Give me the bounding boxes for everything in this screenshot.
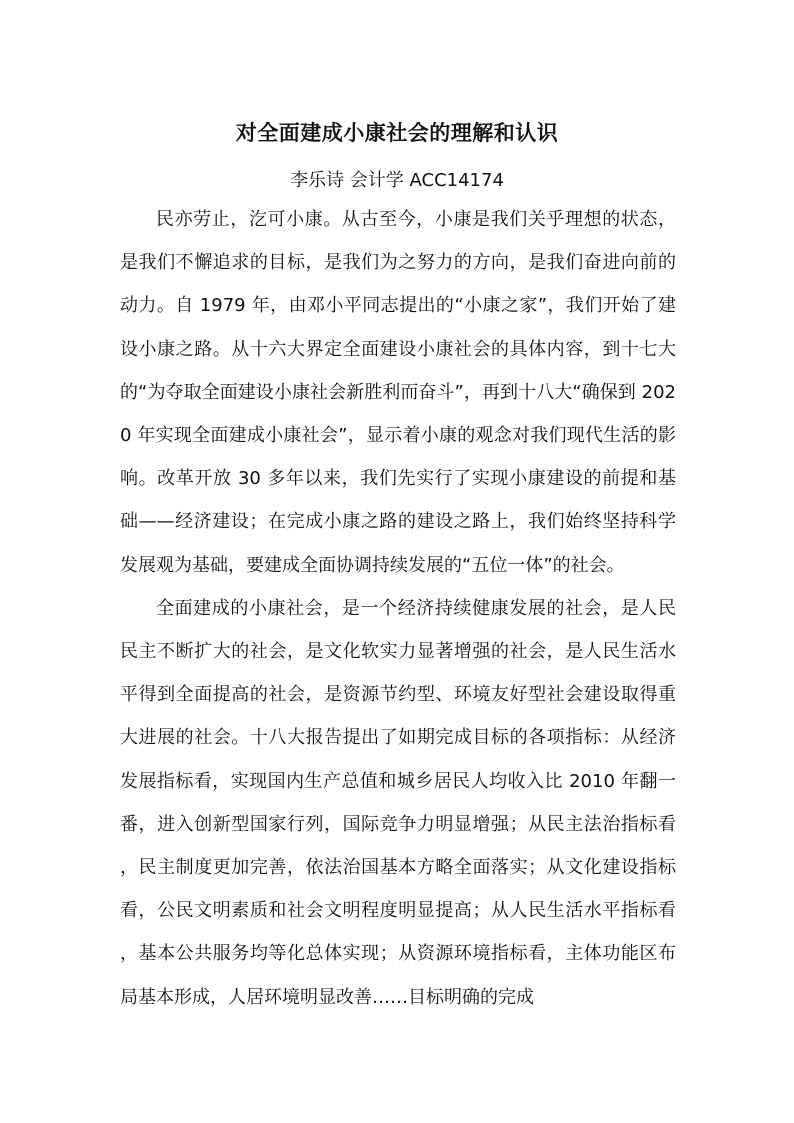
document-title: 对全面建成小康社会的理解和认识 [235, 121, 559, 145]
paragraph-1: 民亦劳止，汔可小康。从古至今，小康是我们关乎理想的状态，是我们不懈追求的目标，是我们为之努力的方向，是我们奋进向前的动力。自 1979 年，由邓小平同志提出的“小康之家”，我们开始了建设小康之路。从十六大界定全面建设小康社会的具体内容，到十七大的“为夺取全面建设小康社会新胜利而奋斗”，再到十八大“确保到 2020 年实现全面建成小康社会”，显示着小康的观念对我们现代生活的影响。改革开放 30 多年以来，我们先实行了实现小康建设的前提和基础——经济建设；在完成小康之路的建设之路上，我们始终坚持科学发展观为基础，要建成全面协调持续发展的“五位一体”的社会。 [120, 209, 676, 576]
author-byline: 李乐诗 会计学 ACC14174 [290, 170, 504, 191]
paragraph-2: 全面建成的小康社会，是一个经济持续健康发展的社会，是人民民主不断扩大的社会，是文化软实力显著增强的社会，是人民生活水平得到全面提高的社会，是资源节约型、环境友好型社会建设取得重大进展的社会。十八大报告提出了如期完成目标的各项指标：从经济发展指标看，实现国内生产总值和城乡居民人均收入比 2010 年翻一番，进入创新型国家行列，国际竞争力明显增强；从民主法治指标看，民主制度更加完善，依法治国基本方略全面落实；从文化建设指标看，公民文明素质和社会文明程度明显提高；从人民生活水平指标看，基本公共服务均等化总体实现；从资源环境指标看，主体功能区布局基本形成，人居环境明显改善……目标明确的完成 [120, 597, 676, 1008]
document-body [120, 198, 676, 1019]
